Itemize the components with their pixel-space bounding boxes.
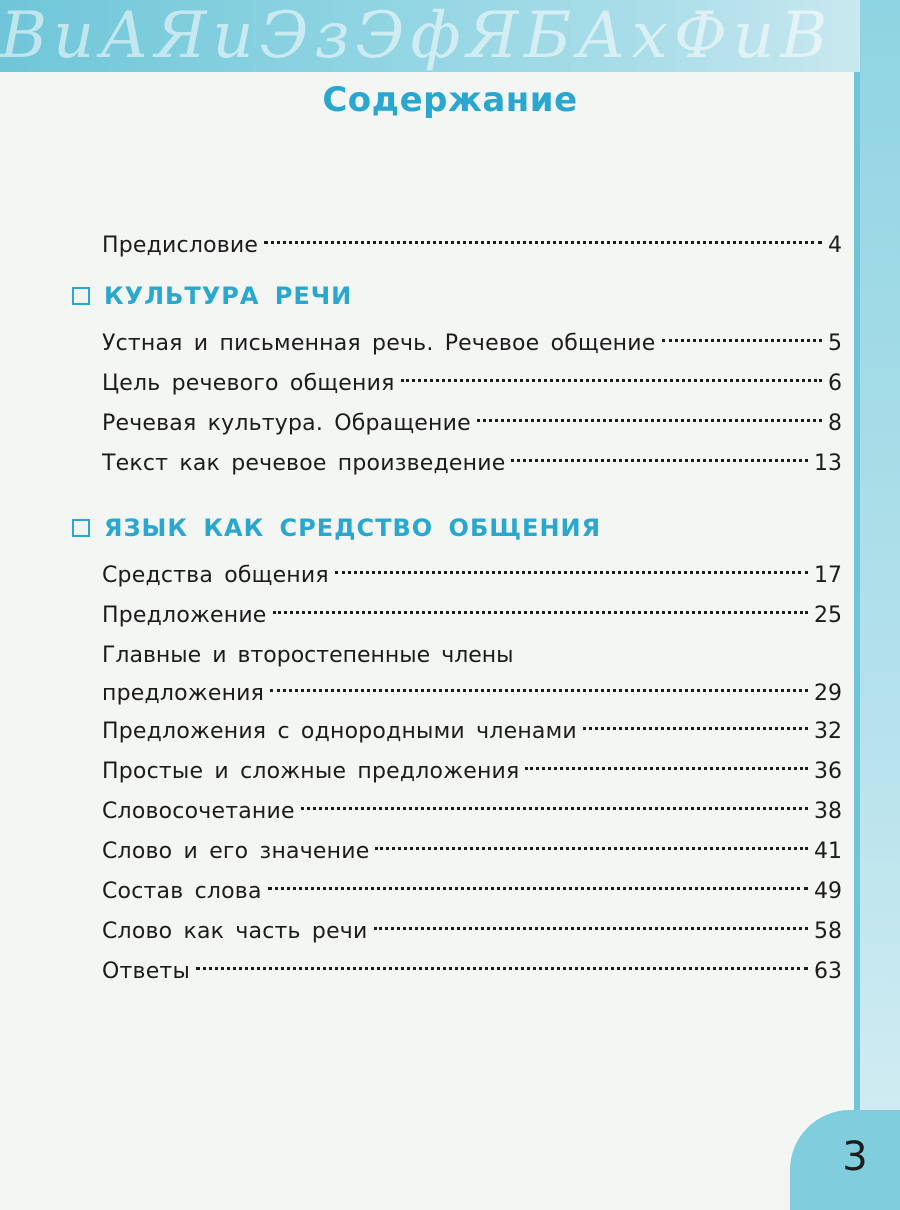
toc-leader-dots — [301, 807, 808, 810]
toc-entry-page: 17 — [814, 563, 842, 588]
toc-leader-dots — [511, 459, 808, 462]
toc-leader-dots — [662, 339, 823, 342]
table-of-contents — [72, 226, 842, 992]
page-title: Содержание — [322, 80, 578, 120]
toc-leader-dots — [270, 689, 808, 692]
toc-leader-dots — [335, 571, 808, 574]
toc-section-title: КУЛЬТУРА РЕЧИ — [104, 282, 353, 310]
toc-entry[interactable] — [102, 364, 842, 404]
toc-entry-page: 63 — [814, 959, 842, 984]
toc-entry[interactable] — [102, 324, 842, 364]
toc-entry-label: Устная и письменная речь. Речевое общение — [102, 331, 656, 356]
toc-entry-page: 25 — [814, 603, 842, 628]
toc-entry-page: 36 — [814, 759, 842, 784]
toc-entry-page: 4 — [828, 233, 842, 258]
toc-entry-page: 8 — [828, 411, 842, 436]
toc-entry-label: Слово как часть речи — [102, 919, 368, 944]
toc-entry[interactable] — [102, 792, 842, 832]
toc-entry-page: 29 — [814, 681, 842, 706]
toc-entry-label: Предложение — [102, 603, 267, 628]
page-number-badge — [790, 1110, 900, 1210]
header-banner — [0, 0, 900, 72]
toc-entry-page: 13 — [814, 451, 842, 476]
toc-entry[interactable] — [102, 952, 842, 992]
toc-entry-label: Цель речевого общения — [102, 371, 395, 396]
toc-section-language[interactable] — [72, 514, 842, 542]
toc-entry-preface[interactable] — [102, 226, 842, 266]
toc-entry[interactable] — [102, 404, 842, 444]
toc-section-culture[interactable] — [72, 282, 842, 310]
toc-entry[interactable] — [102, 636, 842, 712]
toc-entry[interactable] — [102, 712, 842, 752]
toc-entry-label: Ответы — [102, 959, 191, 984]
banner-decorative-letters: ВиАЯиЭзЭфЯБАхФиВ — [0, 0, 834, 72]
toc-entry-label: Словосочетание — [102, 799, 295, 824]
toc-leader-dots — [268, 887, 808, 890]
toc-leader-dots — [374, 927, 809, 930]
toc-entry[interactable] — [102, 752, 842, 792]
toc-entry-label: Средства общения — [102, 563, 329, 588]
toc-leader-dots — [264, 241, 822, 244]
toc-entry-label: Слово и его значение — [102, 839, 370, 864]
toc-leader-dots — [401, 379, 822, 382]
toc-entry[interactable] — [102, 912, 842, 952]
toc-leader-dots — [477, 419, 822, 422]
toc-entry-page: 5 — [828, 331, 842, 356]
toc-entry-page: 6 — [828, 371, 842, 396]
right-decorative-stripe — [860, 0, 900, 1200]
page-number: 3 — [842, 1134, 868, 1180]
toc-leader-dots — [583, 727, 808, 730]
toc-entry-label: Речевая культура. Обращение — [102, 411, 471, 436]
toc-leader-dots — [196, 967, 808, 970]
toc-entry-label: Предложения с однородными членами — [102, 719, 577, 744]
toc-entry-label-line2: предложения — [102, 681, 265, 706]
toc-entry[interactable] — [102, 556, 842, 596]
toc-leader-dots — [375, 847, 808, 850]
toc-entry-page: 58 — [814, 919, 842, 944]
toc-entry-page: 41 — [814, 839, 842, 864]
square-bullet-icon — [72, 519, 90, 537]
toc-entry-label: Предисловие — [102, 233, 259, 258]
toc-entry-page: 38 — [814, 799, 842, 824]
toc-section-title: ЯЗЫК КАК СРЕДСТВО ОБЩЕНИЯ — [104, 514, 602, 542]
toc-entry[interactable] — [102, 832, 842, 872]
toc-entry-label: Простые и сложные предложения — [102, 759, 520, 784]
toc-leader-dots — [525, 767, 808, 770]
square-bullet-icon — [72, 287, 90, 305]
toc-entry-label: Текст как речевое произведение — [102, 451, 506, 476]
right-decorative-line — [854, 72, 860, 1152]
toc-entry-page: 49 — [814, 879, 842, 904]
toc-leader-dots — [273, 611, 808, 614]
toc-entry[interactable] — [102, 872, 842, 912]
toc-entry-label: Состав слова — [102, 879, 262, 904]
toc-entry[interactable] — [102, 444, 842, 484]
toc-entry[interactable] — [102, 596, 842, 636]
toc-entry-page: 32 — [814, 719, 842, 744]
toc-entry-label-line1: Главные и второстепенные члены — [102, 643, 514, 668]
